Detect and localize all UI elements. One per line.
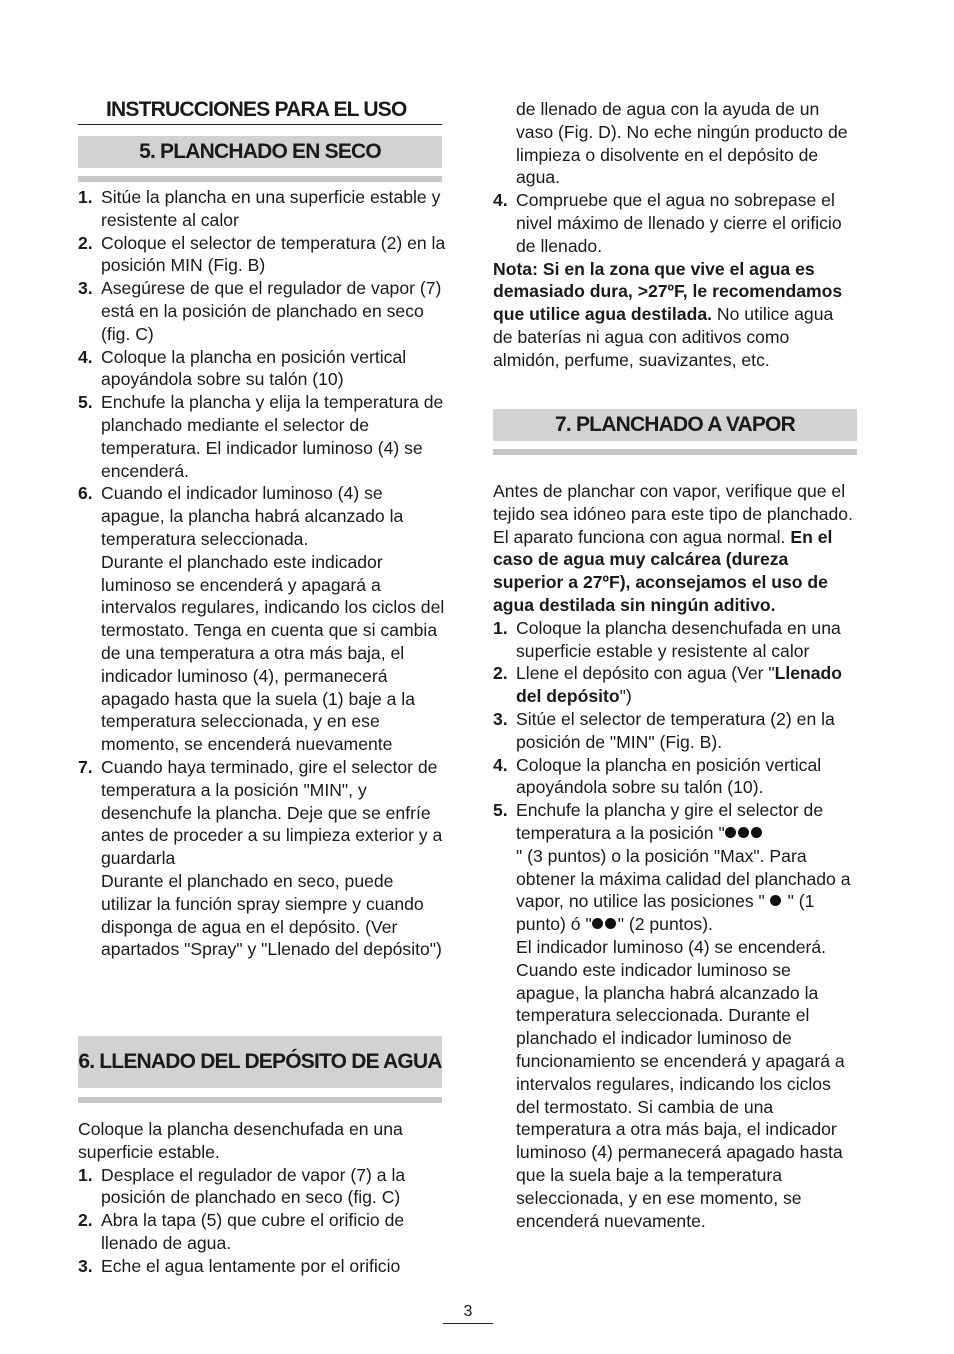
section-5-heading: 5. PLANCHADO EN SECO <box>78 136 442 168</box>
section-7-body <box>493 480 857 1232</box>
section-6-continued <box>493 98 857 372</box>
page-number: 3 <box>443 1303 493 1324</box>
section-divider <box>493 449 857 455</box>
one-dot-icon <box>770 891 783 911</box>
list-item: 5. Enchufe la plancha y elija la temperatura de planchado mediante el selector de temperatura. El indicador luminoso (4) se encenderá. <box>78 392 444 481</box>
section-6-heading: 6. LLENADO DEL DEPÓSITO DE AGUA <box>78 1036 442 1088</box>
two-dots-icon <box>592 914 618 934</box>
list-item: 2. Coloque el selector de temperatura (2) en la posición MIN (Fig. B) <box>78 232 446 276</box>
section-7-heading: 7. PLANCHADO A VAPOR <box>493 409 857 441</box>
main-title: INSTRUCCIONES PARA EL USO <box>78 98 442 125</box>
list-item: 3. Sitúe el selector de temperatura (2) en la posición de "MIN" (Fig. B). <box>493 708 835 752</box>
list-item: 4. Coloque la plancha en posición vertical apoyándola sobre su talón (10). <box>493 754 822 798</box>
list-item: 4. Coloque la plancha en posición vertical apoyándola sobre su talón (10) <box>78 346 407 390</box>
note-paragraph: Nota: Si en la zona que vive el agua es demasiado dura, >27ºF, le recomendamos que utilice agua destilada. No utilice agua de baterías ni agua con aditivos como almidón, perfume, suavizantes, etc. <box>493 258 843 370</box>
list-item: 2. Abra la tapa (5) que cubre el orificio de llenado de agua. <box>78 1210 405 1253</box>
list-item: 4. Compruebe que el agua no sobrepase el nivel máximo de llenado y cierre el orificio de llenado. <box>493 190 842 256</box>
section-divider <box>78 1097 442 1103</box>
list-item: 1. Desplace el regulador de vapor (7) a la posición de planchado en seco (fig. C) <box>78 1164 406 1208</box>
section-6-body <box>78 1118 446 1278</box>
section-6-intro: Coloque la plancha desenchufada en una superficie estable. <box>78 1119 403 1162</box>
list-item: 3. Eche el agua lentamente por el orificio <box>78 1255 401 1276</box>
list-item: 1. Sitúe la plancha en una superficie estable y resistente al calor <box>78 187 441 230</box>
list-item: 1. Coloque la plancha desenchufada en una superficie estable y resistente al calor <box>493 617 841 661</box>
list-item: 2. Llene el depósito con agua (Ver "Llenado del depósito") <box>493 663 843 707</box>
list-item: 5. Enchufe la plancha y gire el selector de temperatura a la posición " " (3 puntos) o la posición "Max". Para obtener la máxima calidad del planchado a vapor, no utilice las posiciones " " (1 punto) ó " " (2 puntos). El indicador luminoso (4) se encenderá. Cuando este indicador luminoso se apague, la plancha habrá alcanzado la temperatura seleccionada. Durante el planchado el indicador luminoso de funcionamiento se encenderá y apagará a intervalos regulares, indicando los ciclos del termostato. Si cambia de una temperatura a otra más baja, el indicador luminoso (4) permanecerá apagado hasta que la suela baje a la temperatura seleccionada, y en ese momento, se encenderá nuevamente. <box>493 800 851 1231</box>
section-6-cont-text: de llenado de agua con la ayuda de un vaso (Fig. D). No eche ningún producto de limpieza o disolvente en el depósito de agua. <box>516 99 848 188</box>
list-item: 6. Cuando el indicador luminoso (4) se apague, la plancha habrá alcanzado la temperatura seleccionada. Durante el planchado este indicador luminoso se encenderá y apagará a intervalos regulares, indicando los ciclos del termostato. Tenga en cuenta que si cambia de una temperatura a otra más baja, el indicador luminoso (4), permanecerá apagado hasta que la suela (1) baje a la temperatura seleccionada, y en ese momento, se encenderá nuevamente <box>78 483 445 755</box>
list-item: 3. Asegúrese de que el regulador de vapor (7) está en la posición de planchado en seco (fig. C) <box>78 278 442 344</box>
section-divider <box>78 176 442 182</box>
list-item: 7. Cuando haya terminado, gire el selector de temperatura a la posición "MIN", y desenchufe la plancha. Deje que se enfríe antes de proceder a su limpieza exterior y a guardarla Durante el planchado en seco, puede utilizar la función spray siempre y cuando disponga de agua en el depósito. (Ver apartados "Spray" y "Llenado del depósito") <box>78 756 443 960</box>
section-5-list <box>78 186 446 961</box>
section-7-intro: Antes de planchar con vapor, verifique que el tejido sea idóneo para este tipo de planchado. El aparato funciona con agua normal. En el caso de agua muy calcárea (dureza superior a 27ºF), aconsejamos el uso de agua destilada sin ningún aditivo. <box>493 481 853 615</box>
three-dots-icon <box>725 823 764 843</box>
